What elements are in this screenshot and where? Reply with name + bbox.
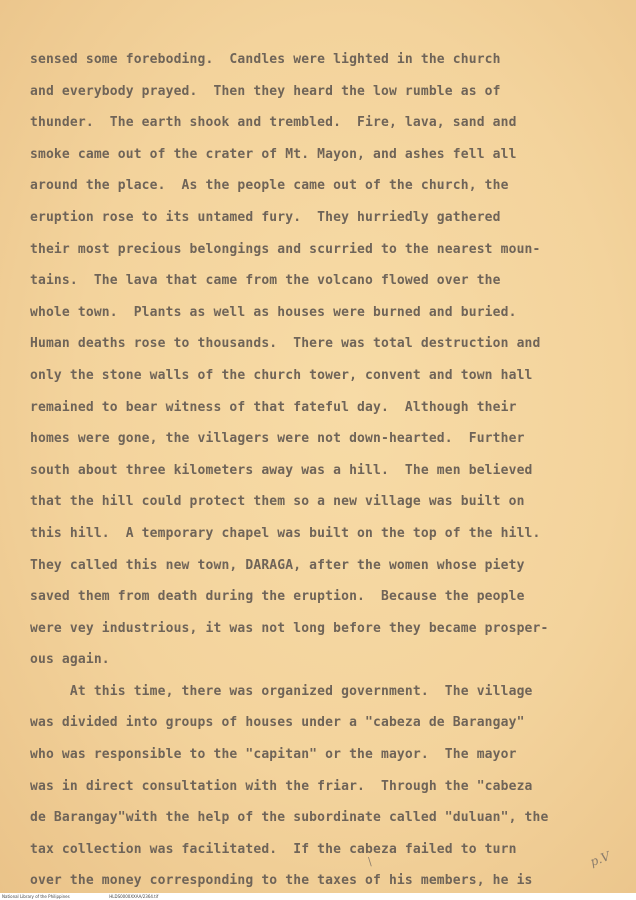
text-line: over the money corresponding to the taxes of his members, he is [30,873,533,889]
text-line: whole town. Plants as well as houses were burned and buried. [30,304,517,320]
text-line: saved them from death during the eruption. Because the people [30,589,525,605]
text-line: this hill. A temporary chapel was built on the top of the hill. [30,525,541,541]
text-line: south about three kilometers away was a hill. The men believed [30,462,533,478]
pen-tick-mark: \ [368,855,372,868]
text-line: smoke came out of the crater of Mt. Mayon, and ashes fell all [30,146,517,162]
text-line: They called this new town, DARAGA, after the women whose piety [30,557,525,573]
handwritten-initials: p.V [588,848,612,870]
text-line: de Barangay"with the help of the subordinate called "duluan", the [30,810,549,826]
scan-footer [0,893,636,900]
text-line: eruption rose to its untamed fury. They hurriedly gathered [30,209,501,225]
text-line: was divided into groups of houses under a "cabeza de Barangay" [30,715,525,731]
text-line: Human deaths rose to thousands. There was total destruction and [30,336,541,352]
text-line: were vey industrious, it was not long before they became prosper- [30,620,549,636]
typed-text-body [30,47,620,900]
text-line: ous again. [30,652,110,668]
text-line: that the hill could protect them so a new village was built on [30,494,525,510]
text-line: tains. The lava that came from the volcano flowed over the [30,273,501,289]
text-line: thunder. The earth shook and trembled. Fire, lava, sand and [30,115,517,131]
text-line: and everybody prayed. Then they heard the low rumble as of [30,83,501,99]
text-line: remained to bear witness of that fateful day. Although their [30,399,517,415]
file-identifier: HLDS0000XXAA/2364.tif [109,894,159,899]
text-line: homes were gone, the villagers were not down-hearted. Further [30,431,525,447]
text-line: was in direct consultation with the friar. Through the "cabeza [30,778,533,794]
text-line: At this time, there was organized government. The village [30,683,533,699]
text-line: sensed some foreboding. Candles were lighted in the church [30,52,501,67]
text-line: around the place. As the people came out of the church, the [30,178,509,194]
library-credit: National Library of the Philippines [2,894,70,899]
text-line: tax collection was facilitated. If the cabeza failed to turn [30,841,517,857]
text-line: only the stone walls of the church tower, convent and town hall [30,367,533,383]
text-line: their most precious belongings and scurried to the nearest moun- [30,241,541,257]
text-line: who was responsible to the "capitan" or the mayor. The mayor [30,747,517,763]
